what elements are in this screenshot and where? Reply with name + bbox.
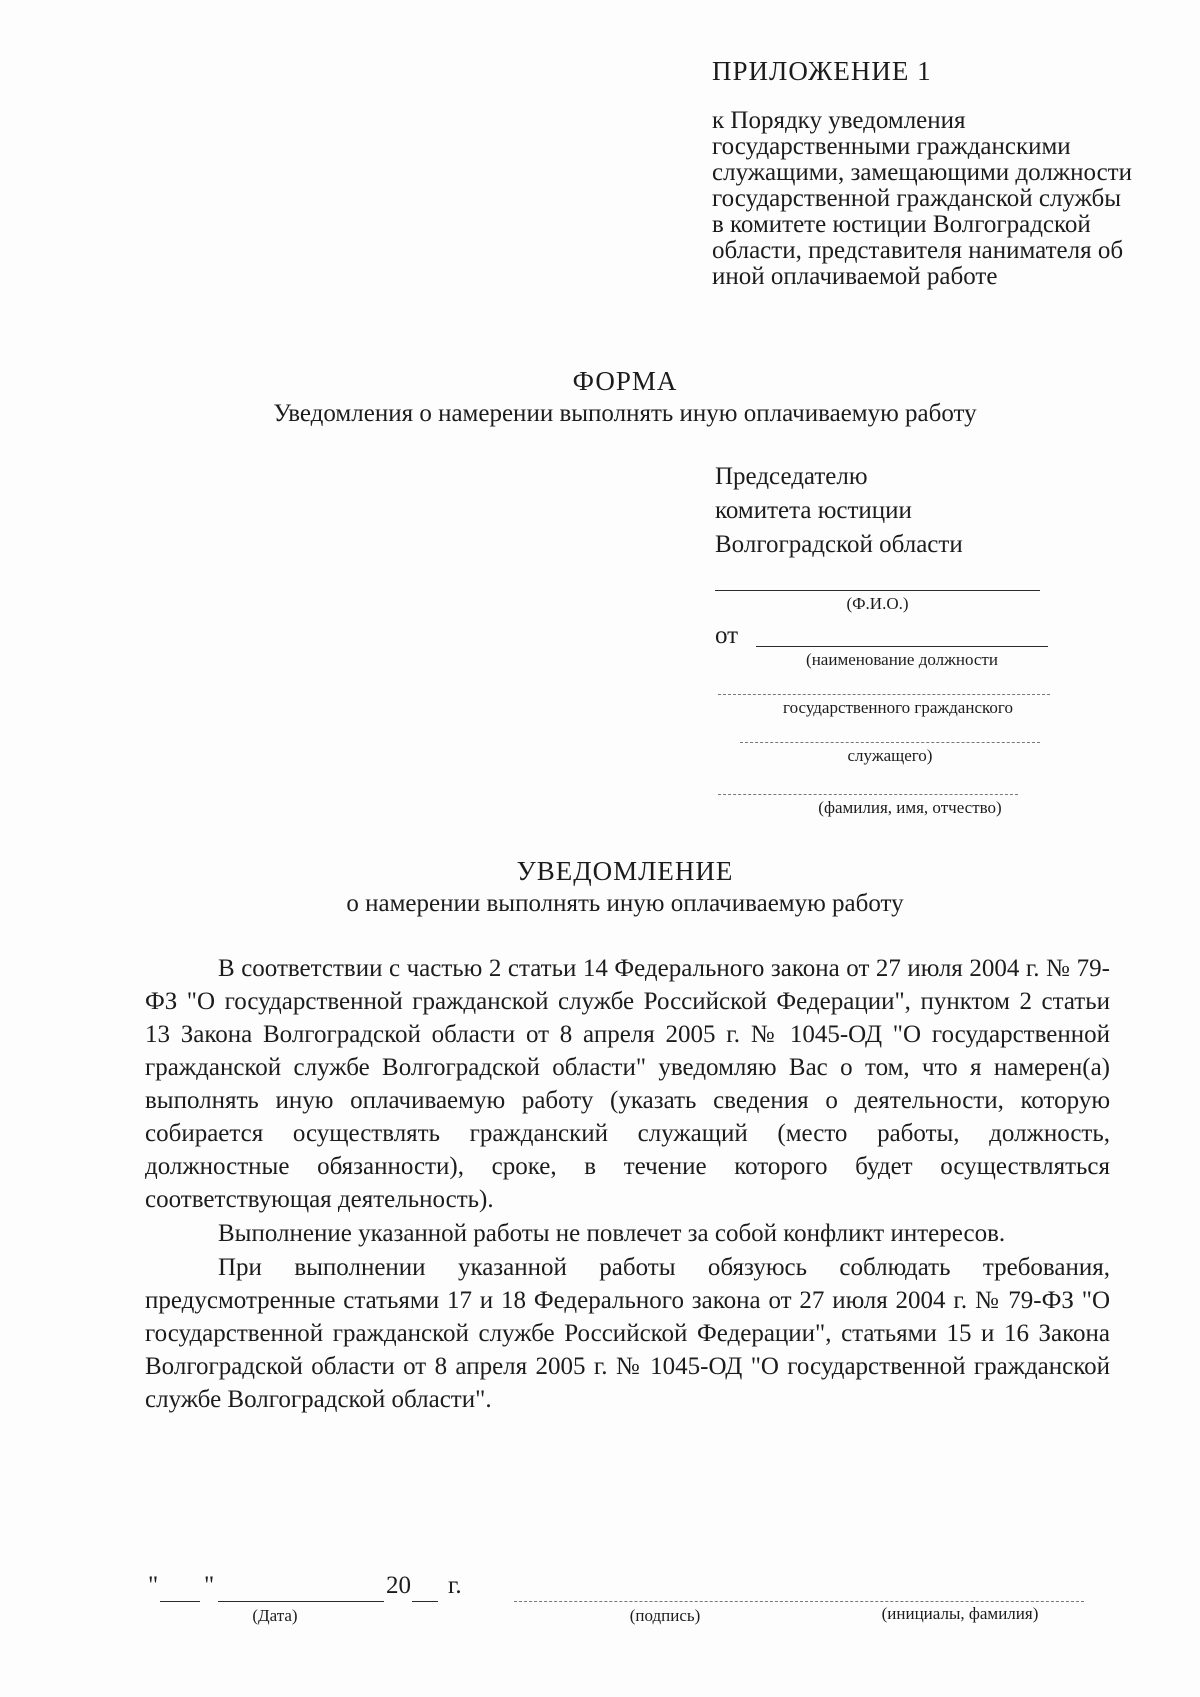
- fio-line[interactable]: [715, 590, 1040, 591]
- from-label: от: [715, 622, 739, 649]
- signature-caption: (подпись): [629, 1606, 701, 1625]
- fullname-caption: (фамилия, имя, отчество): [818, 798, 1002, 817]
- notice-paragraph: При выполнении указанной работы обязуюсь соблюдать требования, предусмотренные статьями 17 и 18 Федерального закона от 27 июля 2004 г. № 79-ФЗ "О государственной гражданской службе Российской Федерации", статьями 15 и 16 Закона Волгоградской области от 8 апреля 2005 г. № 1045-ОД "О государственной гражданской службе Волгоградской области".: [145, 1254, 1110, 1413]
- fio-caption: (Ф.И.О.): [846, 594, 909, 613]
- notice-paragraph: В соответствии с частью 2 статьи 14 Федерального закона от 27 июля 2004 г. № 79-ФЗ "О государственной гражданской службе Российской Федерации", пунктом 2 статьи 13 Закона Волгоградской области от 8 апреля 2005 г. № 1045-ОД "О государственной гражданской службе Волгоградской области" уведомляю Вас о том, что я намерен(а) выполнять иную оплачиваемую работу (указать сведения о деятельности, которую собирается осуществлять гражданский служащий (место работы, должность, должностные обязанности), сроке, в течение которого будет осуществляться соответствующая деятельность).: [145, 955, 1110, 1213]
- addressee-line: Председателю: [715, 463, 868, 490]
- position-line-2[interactable]: [718, 694, 1050, 695]
- initials-caption: (инициалы, фамилия): [881, 1604, 1039, 1623]
- month-line[interactable]: [218, 1601, 384, 1602]
- year-prefix: 20: [386, 1572, 411, 1599]
- addressee-line: комитета юстиции: [715, 497, 912, 524]
- position-caption-3: служащего): [847, 746, 933, 765]
- year-suffix: г.: [448, 1572, 462, 1599]
- form-subtitle: Уведомления о намерении выполнять иную оплачиваемую работу: [273, 400, 977, 427]
- position-caption: (наименование должности: [806, 650, 998, 669]
- date-quote-close: ": [204, 1572, 215, 1599]
- notice-body: [145, 952, 1110, 1416]
- addressee-line: Волгоградской области: [715, 531, 963, 558]
- notice-title: УВЕДОМЛЕНИЕ: [516, 856, 734, 886]
- position-line-3[interactable]: [740, 742, 1040, 743]
- year-line[interactable]: [412, 1601, 438, 1602]
- date-caption: (Дата): [252, 1606, 298, 1625]
- day-line[interactable]: [160, 1601, 200, 1602]
- fullname-line[interactable]: [718, 794, 1018, 795]
- notice-paragraph: Выполнение указанной работы не повлечет за собой конфликт интересов.: [218, 1220, 1006, 1247]
- position-caption-2: государственного гражданского: [783, 698, 1013, 717]
- signature-line[interactable]: [514, 1601, 1084, 1602]
- form-title: ФОРМА: [572, 366, 678, 396]
- notice-subtitle: о намерении выполнять иную оплачиваемую работу: [346, 890, 904, 917]
- addressee-block: [715, 460, 963, 562]
- position-line[interactable]: [756, 646, 1048, 647]
- date-quote-open: ": [148, 1572, 159, 1599]
- appendix-text: к Порядку уведомления государственными гражданскими служащими, замещающими должности государственной гражданской службы в комитете юстиции Волгоградской области, представителя нанимателя об иной оплачиваемой работе: [712, 107, 1132, 290]
- appendix-title: ПРИЛОЖЕНИЕ 1: [712, 56, 932, 86]
